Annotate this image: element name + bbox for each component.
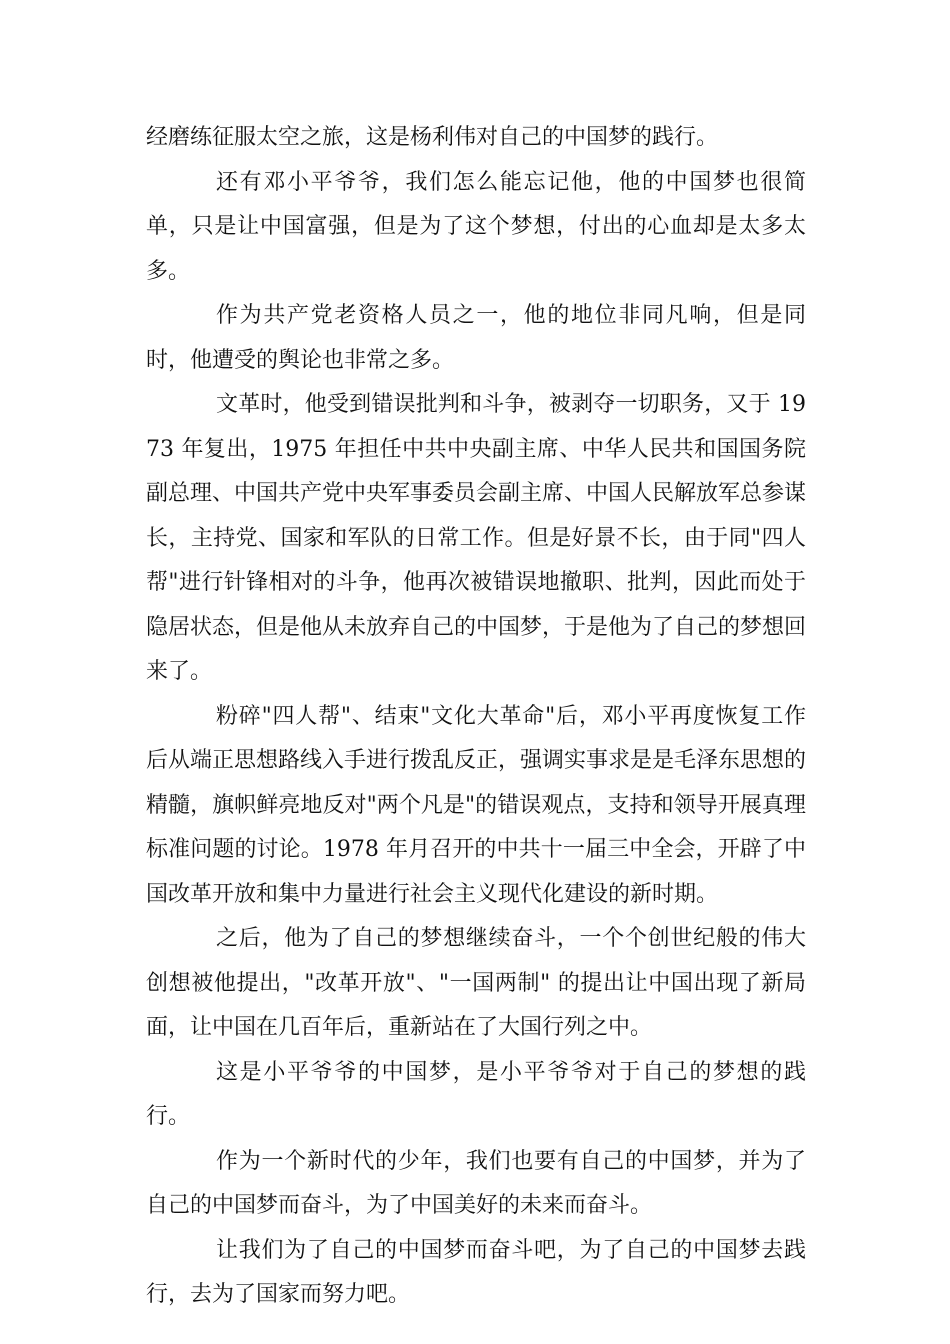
paragraph-continuation: 经磨练征服太空之旅，这是杨利伟对自己的中国梦的践行。: [146, 125, 719, 150]
paragraph: 文革时，他受到错误批判和斗争，被剥夺一切职务，又于 1973 年复出，1975 年担任中共中央副主席、中华人民共和国国务院副总理、中国共产党中央军事委员会副主席、中国人民解放军总参谋长，主持党、国家和军队的日常工作。但是好景不长，由于同"四人帮"进行针锋相对的斗争，他再次被错误地撤职、批判，因此而处于隐居状态，但是他从未放弃自己的中国梦，于是他为了自己的梦想回来了。: [146, 392, 807, 684]
paragraph: 让我们为了自己的中国梦而奋斗吧，为了自己的中国梦去践行，去为了国家而努力吧。: [146, 1237, 806, 1307]
paragraph: 这是小平爷爷的中国梦，是小平爷爷对于自己的梦想的践行。: [146, 1059, 806, 1129]
paragraph: 之后，他为了自己的梦想继续奋斗，一个个创世纪般的伟大创想被他提出，"改革开放"、"一国两制" 的提出让中国出现了新局面，让中国在几百年后，重新站在了大国行列之中。: [146, 926, 806, 1040]
paragraph: 作为共产党老资格人员之一，他的地位非同凡响，但是同时，他遭受的舆论也非常之多。: [146, 303, 806, 373]
paragraph: 还有邓小平爷爷，我们怎么能忘记他，他的中国梦也很简单，只是让中国富强，但是为了这个梦想，付出的心血却是太多太多。: [146, 169, 806, 284]
paragraph: 粉碎"四人帮"、结束"文化大革命"后，邓小平再度恢复工作后从端正思想路线入手进行拨乱反正，强调实事求是是毛泽东思想的精髓，旗帜鲜亮地反对"两个凡是"的错误观点，支持和领导开展真理标准问题的讨论。1978 年月召开的中共十一届三中全会，开辟了中国改革开放和集中力量进行社会主义现代化建设的新时期。: [146, 703, 807, 907]
paragraph: 作为一个新时代的少年，我们也要有自己的中国梦，并为了自己的中国梦而奋斗，为了中国美好的未来而奋斗。: [146, 1148, 806, 1218]
document-body: [146, 116, 806, 1318]
